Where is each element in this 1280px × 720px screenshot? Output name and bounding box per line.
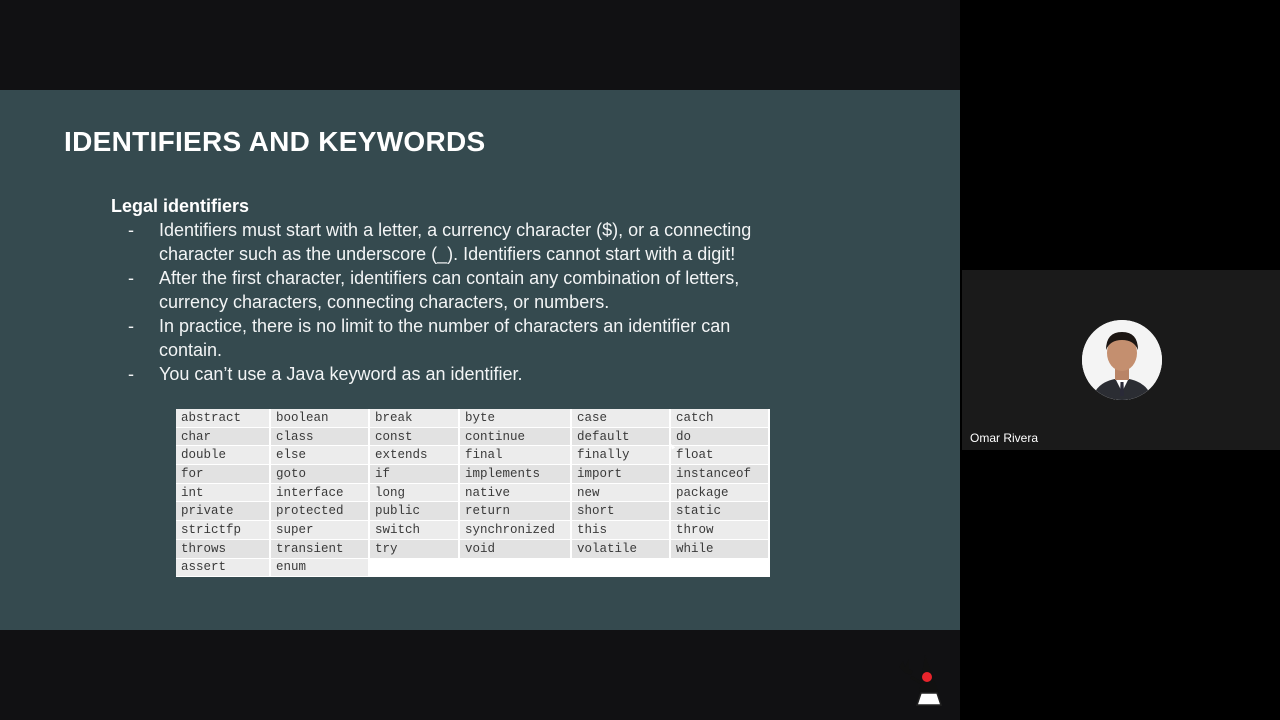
avatar-portrait-icon (1082, 320, 1162, 400)
keyword-cell: throw (670, 521, 769, 540)
bullet-list (128, 218, 828, 386)
bullet-dash: - (128, 268, 134, 288)
keyword-cell: byte (459, 409, 571, 427)
keyword-cell: switch (369, 521, 459, 540)
keyword-cell: class (270, 427, 369, 446)
keyword-cell (670, 558, 769, 577)
bullet-item (128, 362, 828, 386)
keyword-cell: throws (176, 539, 270, 558)
keyword-cell: strictfp (176, 521, 270, 540)
participant-tile[interactable] (962, 270, 1280, 450)
keyword-cell: interface (270, 483, 369, 502)
keyword-cell: public (369, 502, 459, 521)
keyword-cell: final (459, 446, 571, 465)
slide-title: IDENTIFIERS AND KEYWORDS (64, 126, 486, 157)
keyword-cell: goto (270, 465, 369, 484)
keyword-cell: extends (369, 446, 459, 465)
keyword-cell: double (176, 446, 270, 465)
keyword-cell: catch (670, 409, 769, 427)
keyword-cell: default (571, 427, 670, 446)
bullet-item (128, 266, 828, 314)
keyword-row (176, 539, 769, 558)
keyword-cell: this (571, 521, 670, 540)
keyword-cell: package (670, 483, 769, 502)
keyword-cell: synchronized (459, 521, 571, 540)
keyword-cell: volatile (571, 539, 670, 558)
keyword-cell: static (670, 502, 769, 521)
keyword-cell: if (369, 465, 459, 484)
keyword-cell: boolean (270, 409, 369, 427)
keyword-cell: enum (270, 558, 369, 577)
keyword-cell: native (459, 483, 571, 502)
keyword-cell (571, 558, 670, 577)
keyword-row (176, 446, 769, 465)
keyword-row (176, 558, 769, 577)
keyword-cell: case (571, 409, 670, 427)
keyword-cell: const (369, 427, 459, 446)
keyword-cell: for (176, 465, 270, 484)
keyword-row (176, 483, 769, 502)
bullet-line: You can’t use a Java keyword as an identifier. (159, 364, 523, 384)
keyword-row (176, 409, 769, 427)
bullet-dash: - (128, 316, 134, 336)
java-duke-mascot-icon (895, 653, 947, 707)
keyword-cell: finally (571, 446, 670, 465)
bullet-dash: - (128, 220, 134, 240)
section-heading: Legal identifiers (111, 196, 250, 216)
bullet-line: character such as the underscore (_). Identifiers cannot start with a digit! (159, 244, 736, 264)
keyword-row (176, 465, 769, 484)
keyword-cell: return (459, 502, 571, 521)
bullet-line: contain. (159, 340, 223, 360)
keyword-cell: new (571, 483, 670, 502)
presentation-slide (0, 90, 960, 630)
keyword-cell: void (459, 539, 571, 558)
bullet-item (128, 218, 828, 266)
bullet-line: Identifiers must start with a letter, a currency character ($), or a connecting (159, 220, 752, 240)
bullet-line: currency characters, connecting characters, or numbers. (159, 292, 610, 312)
keyword-cell: int (176, 483, 270, 502)
bullet-line: After the first character, identifiers can contain any combination of letters, (159, 268, 740, 288)
keyword-row (176, 427, 769, 446)
keyword-cell (369, 558, 459, 577)
bullet-dash: - (128, 364, 134, 384)
keyword-cell: short (571, 502, 670, 521)
keyword-cell (459, 558, 571, 577)
keyword-cell: try (369, 539, 459, 558)
keyword-row (176, 521, 769, 540)
keyword-cell: super (270, 521, 369, 540)
bullet-item (128, 314, 828, 362)
keyword-cell: private (176, 502, 270, 521)
java-keywords-table (176, 409, 770, 577)
keyword-cell: continue (459, 427, 571, 446)
bullet-line: In practice, there is no limit to the number of characters an identifier can (159, 316, 731, 336)
participant-avatar-photo (1082, 320, 1162, 400)
keyword-cell: break (369, 409, 459, 427)
keyword-cell: abstract (176, 409, 270, 427)
keyword-cell: instanceof (670, 465, 769, 484)
participant-name: Omar Rivera (970, 431, 1039, 445)
keyword-cell: while (670, 539, 769, 558)
keyword-cell: float (670, 446, 769, 465)
keyword-cell: protected (270, 502, 369, 521)
keyword-cell: transient (270, 539, 369, 558)
keyword-cell: import (571, 465, 670, 484)
keyword-cell: long (369, 483, 459, 502)
keyword-cell: char (176, 427, 270, 446)
keyword-cell: else (270, 446, 369, 465)
keyword-cell: assert (176, 558, 270, 577)
keyword-cell: implements (459, 465, 571, 484)
keyword-row (176, 502, 769, 521)
keyword-cell: do (670, 427, 769, 446)
